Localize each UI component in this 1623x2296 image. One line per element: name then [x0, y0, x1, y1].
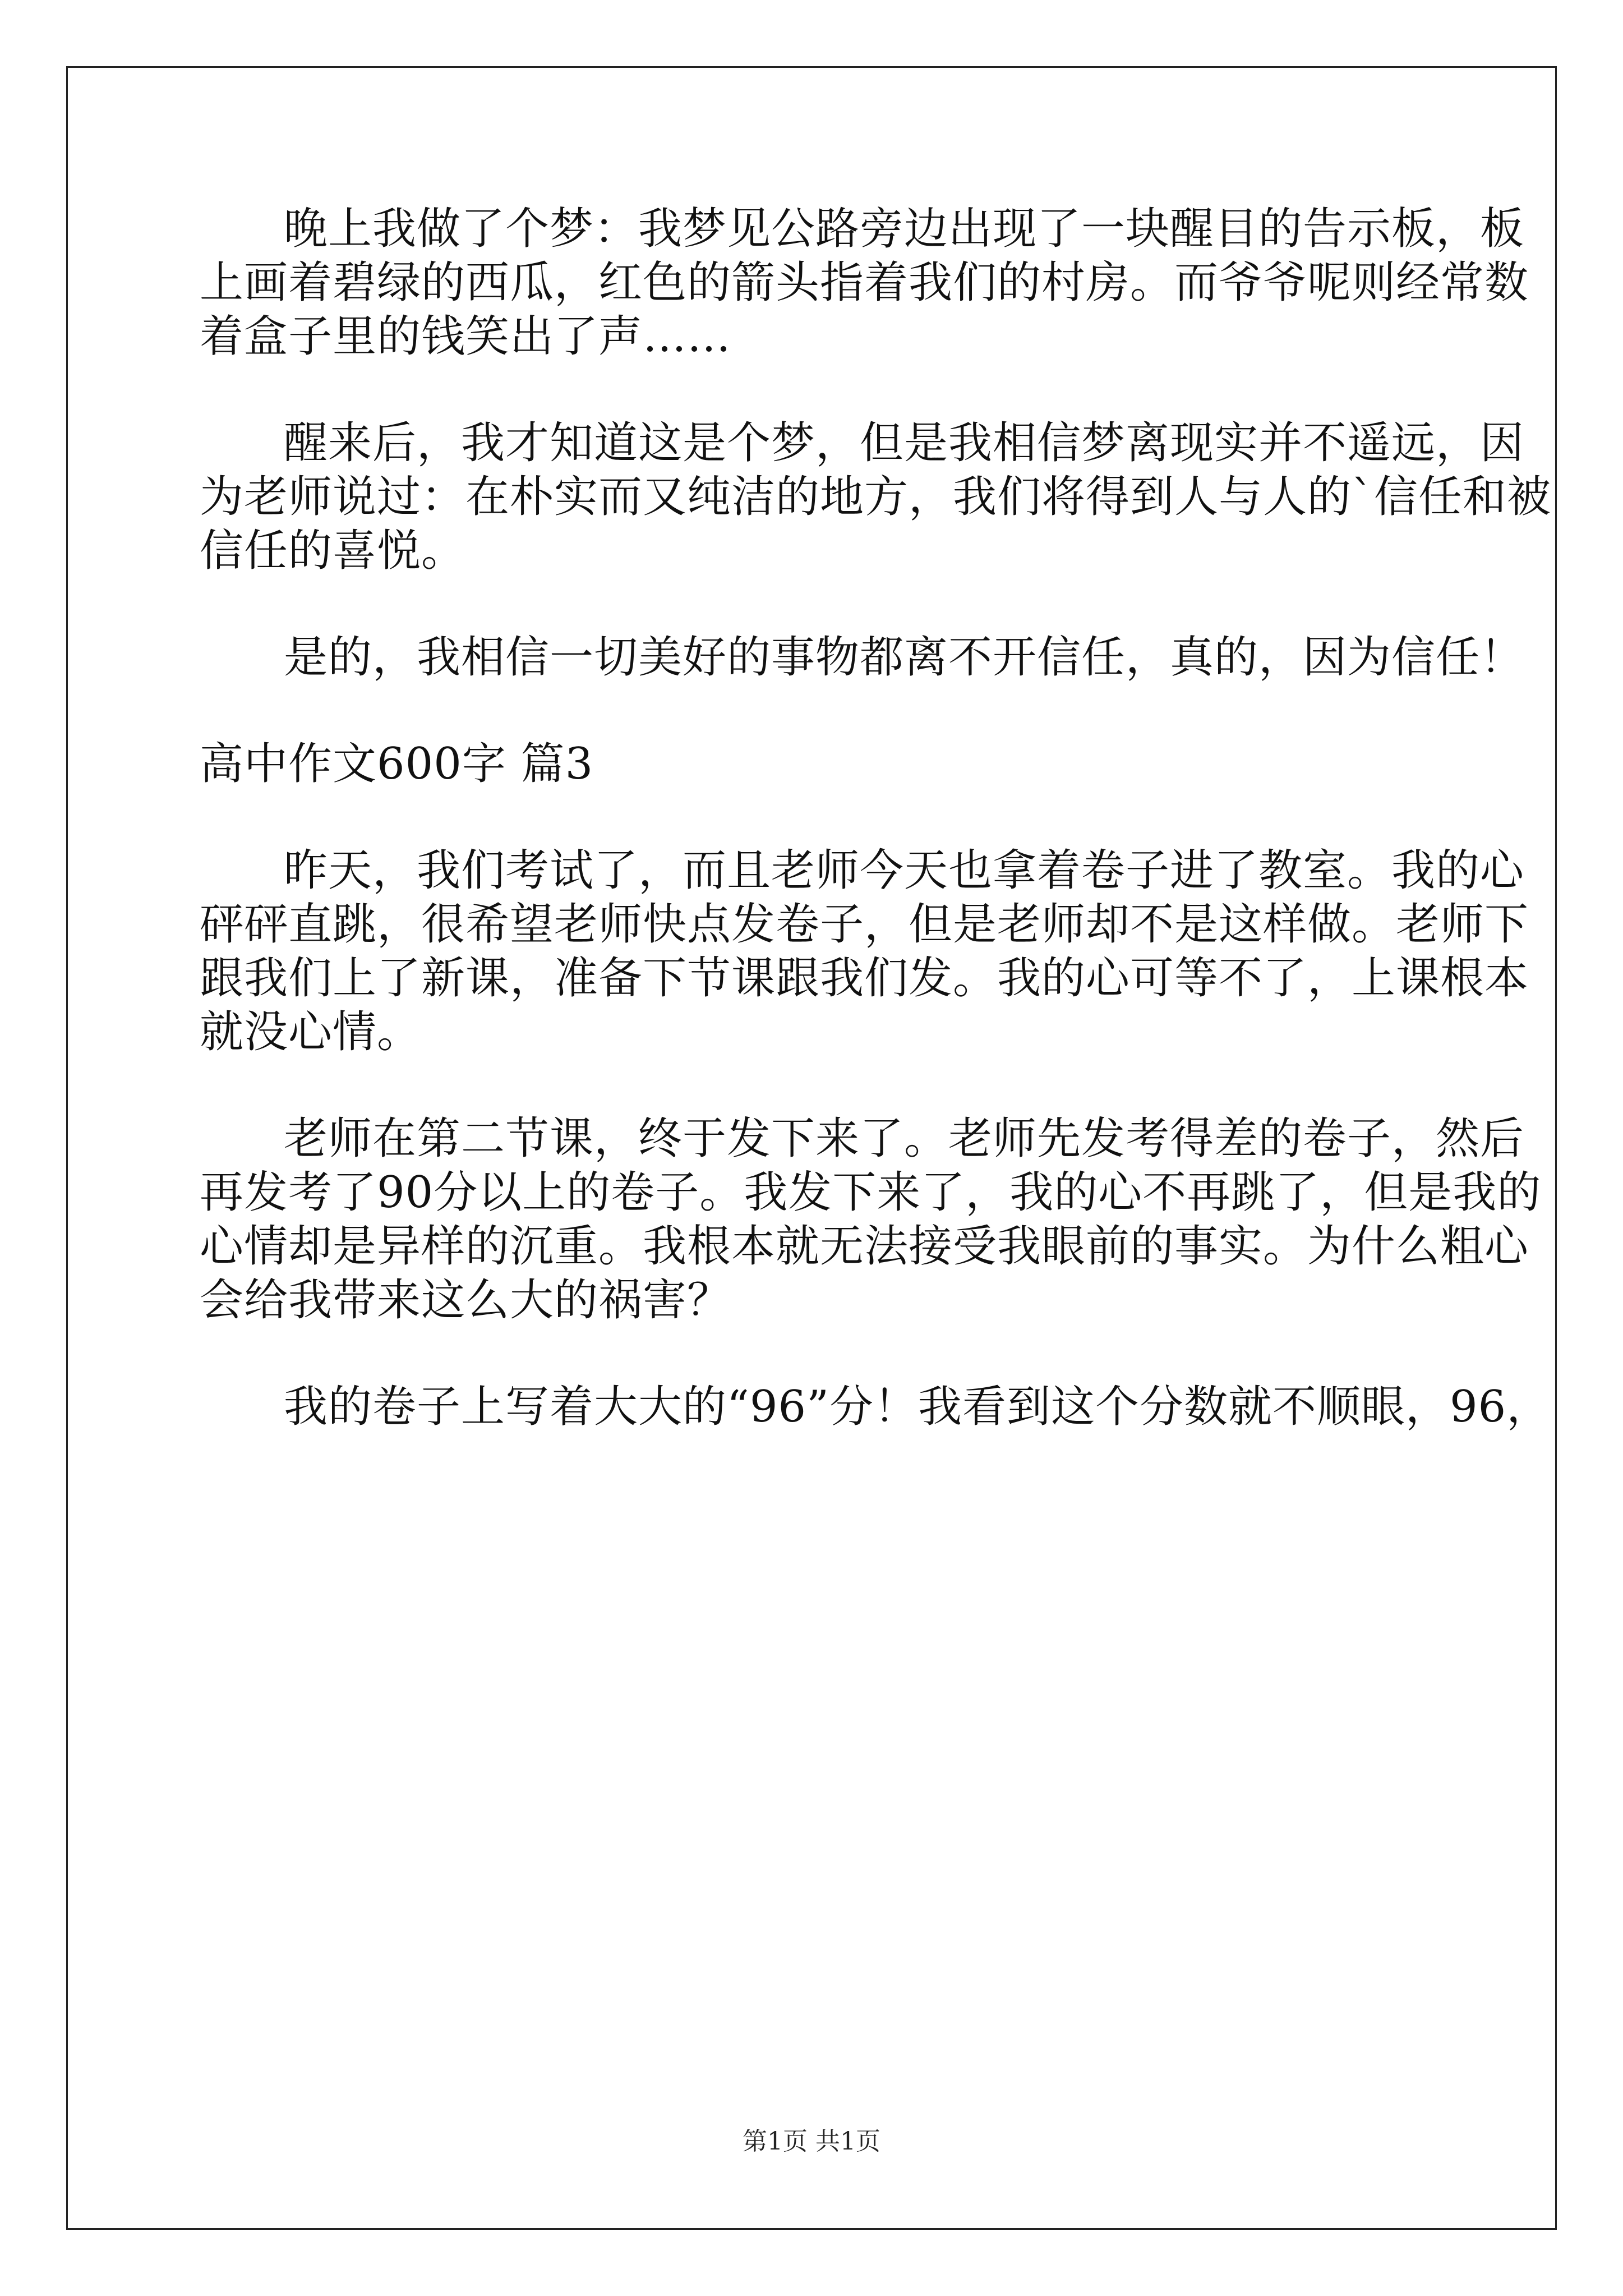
paragraph-line: 砰砰直跳，很希望老师快点发卷子，但是老师却不是这样做。老师下: [200, 899, 1529, 950]
paragraph: [200, 844, 1529, 1059]
paragraph-line: 老师在第二节课，终于发下来了。老师先发考得差的卷子，然后: [284, 1114, 1525, 1164]
paragraph-line: 我的卷子上写着大大的“96”分！我看到这个分数就不顺眼，96，: [284, 1382, 1551, 1432]
paragraph-line: 会给我带来这么大的祸害？: [200, 1275, 732, 1326]
page-footer: 第1页 共1页: [743, 2127, 880, 2156]
document-body: [200, 202, 1552, 1434]
paragraph-line: 跟我们上了新课，准备下节课跟我们发。我的心可等不了，上课根本: [200, 953, 1529, 1004]
paragraph: [200, 202, 1529, 364]
paragraph-line: 昨天，我们考试了，而且老师今天也拿着卷子进了教室。我的心: [284, 845, 1525, 896]
paragraph-line: 信任的喜悦。: [200, 526, 466, 576]
paragraph-line: 醒来后，我才知道这是个梦，但是我相信梦离现实并不遥远，因: [284, 418, 1525, 468]
paragraph-line: 上画着碧绿的西瓜，红色的箭头指着我们的村房。而爷爷呢则经常数: [200, 257, 1529, 308]
section-heading: 高中作文600字 篇3: [200, 739, 594, 789]
paragraph-line: 晚上我做了个梦：我梦见公路旁边出现了一块醒目的告示板，板: [284, 204, 1525, 254]
paragraph-line: 为老师说过：在朴实而又纯洁的地方，我们将得到人与人的`信任和被: [200, 472, 1552, 522]
paragraph: [200, 631, 1525, 684]
paragraph-line: 是的，我相信一切美好的事物都离不开信任，真的，因为信任！: [284, 632, 1525, 683]
paragraph-line: 再发考了90分以上的卷子。我发下来了，我的心不再跳了，但是我的: [200, 1167, 1542, 1218]
paragraph-line: 着盒子里的钱笑出了声……: [200, 311, 732, 362]
section-heading-wrap: [200, 737, 1428, 791]
paragraph: [200, 1112, 1542, 1327]
paragraph: [200, 416, 1552, 578]
paragraph: [200, 1380, 1551, 1434]
paragraph-line: 心情却是异样的沉重。我根本就无法接受我眼前的事实。为什么粗心: [200, 1221, 1529, 1272]
paragraph-line: 就没心情。: [200, 1007, 422, 1057]
